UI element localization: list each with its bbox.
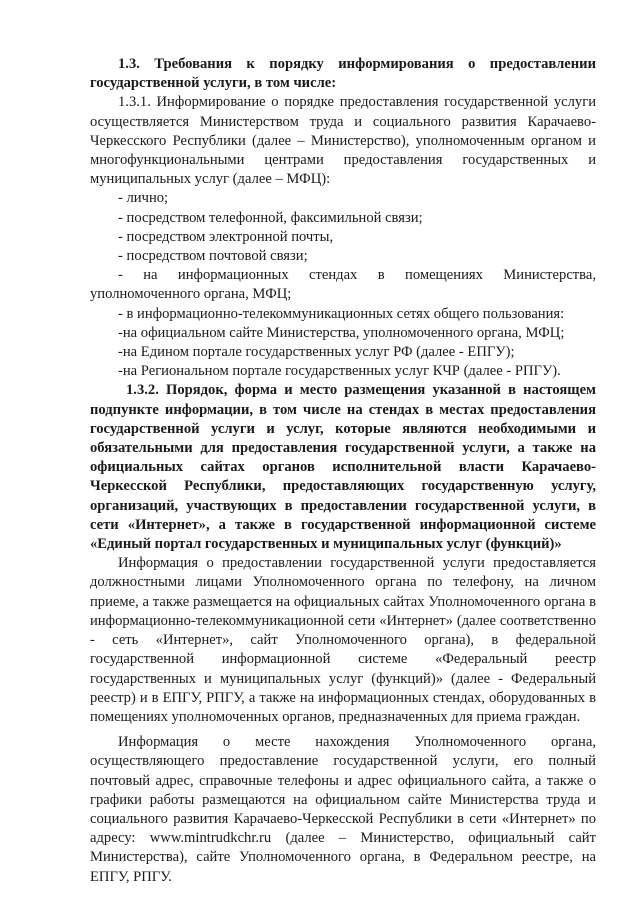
document-body [90, 55, 596, 887]
paragraph-location-information: Информация о месте нахождения Уполномоченного органа, осуществляющего предоставление государственной услуги, его полный почтовый адрес, справочные телефоны и адрес официального сайта, а также о графики работы размещаются на официальном сайте Министерства труда и социального развития Карачаево-Черкесской Республики в сети «Интернет» по адресу: www.mintrudkchr.ru (далее – Министерство, официальный сайт Министерства), сайте Уполномоченного органа, в Федеральном реестре, на ЕПГУ, РПГУ. [90, 734, 596, 885]
list-item: - лично; [118, 190, 169, 207]
list-item: -на официальном сайте Министерства, уполномоченного органа, МФЦ; [118, 324, 565, 341]
information-channels-list [90, 189, 596, 381]
list-item: -на Едином портале государственных услуг РФ (далее - ЕПГУ); [118, 344, 515, 361]
list-item: -на Региональном портале государственных услуг КЧР (далее - РПГУ). [118, 363, 561, 380]
list-item: - посредством электронной почты, [118, 228, 334, 245]
list-item: - в информационно-телекоммуникационных сетях общего пользования: [118, 305, 565, 322]
list-item: - на информационных стендах в помещениях Министерства, уполномоченного органа, МФЦ; [90, 267, 596, 303]
section-1-3-2-heading: 1.3.2. Порядок, форма и место размещения указанной в настоящем подпункте информации, в том числе на стендах в местах предоставления государственной услуги и услуг, которые являются необходимыми и обязательными для предоставления государственной услуги, а также на официальных сайтах органов исполнительной власти Карачаево-Черкесской Республики, предоставляющих государственную услугу, организаций, участвующих в предоставлении государственной услуги, в сети «Интернет», а также в государственной информационной системе «Единый портал государственных и муниципальных услуг (функций)» [90, 382, 596, 553]
section-1-3-heading: 1.3. Требования к порядку информирования о предоставлении государственной услуги, в том числе: [90, 56, 596, 92]
paragraph-1-3-1: 1.3.1. Информирование о порядке предоставления государственной услуги осуществляется Министерством труда и социального развития Карачаево-Черкесского Республики (далее – Министерство), уполномоченным органом и многофункциональными центрами предоставления государственных и муниципальных услуг (далее – МФЦ): [90, 94, 596, 188]
list-item: - посредством почтовой связи; [118, 248, 308, 265]
paragraph-service-information: Информация о предоставлении государственной услуги предоставляется должностными лицами Уполномоченного органа по телефону, на личном приеме, а также размещается на официальных сайтах Уполномоченного органа в информационно-телекоммуникационной сети «Интернет» (далее соответственно - сеть «Интернет», сайт Уполномоченного органа), в федеральной государственной информационной системе «Федеральный реестр государственных и муниципальных услуг (функций)» (далее - Федеральный реестр) и в ЕПГУ, РПГУ, а также на информационных стендах, оборудованных в помещениях уполномоченных органов, предназначенных для приема граждан. [90, 555, 596, 725]
list-item: - посредством телефонной, факсимильной связи; [118, 209, 423, 226]
